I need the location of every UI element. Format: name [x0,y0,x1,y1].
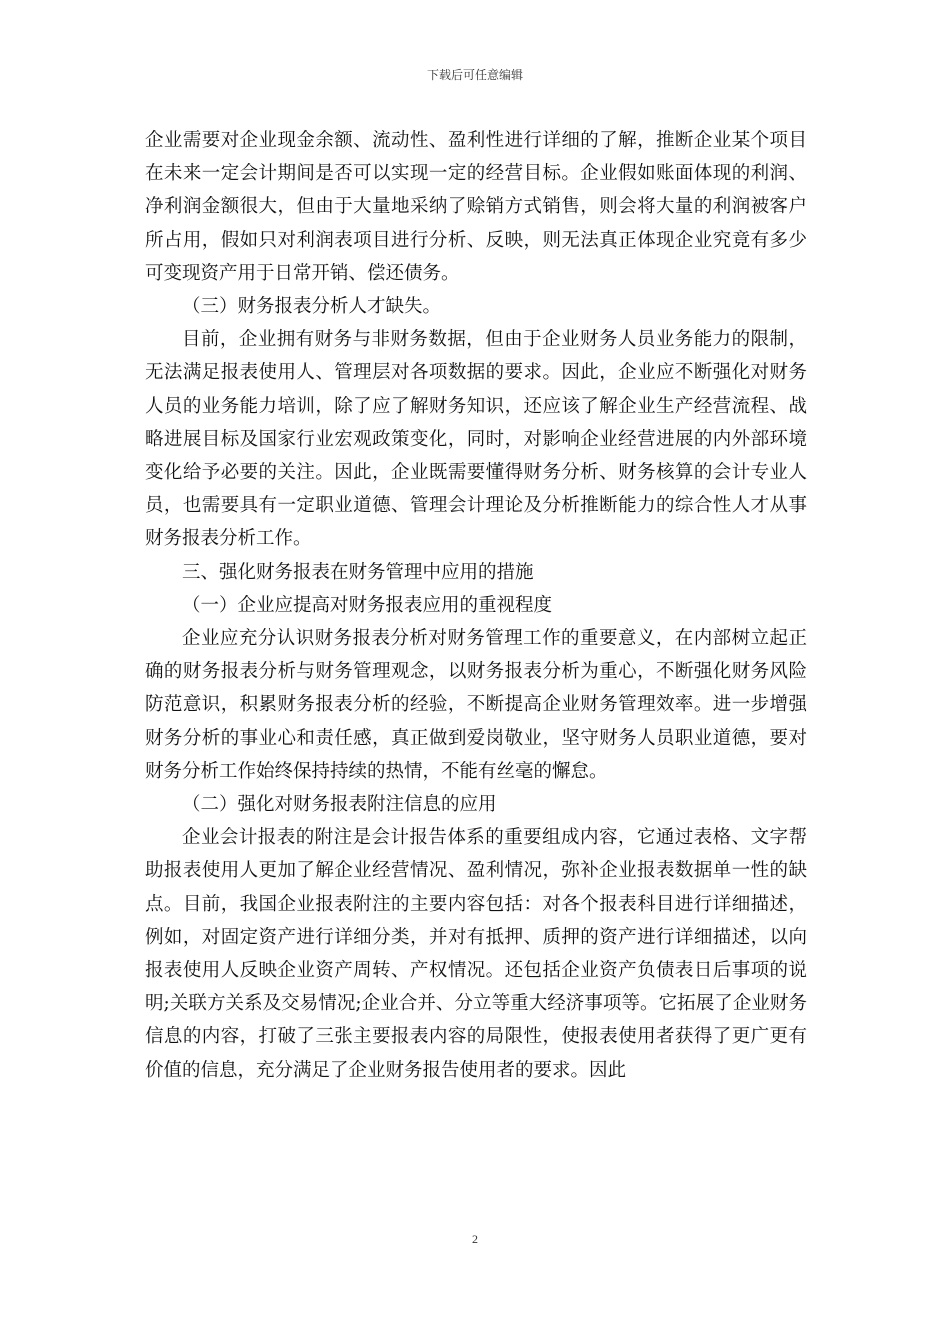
section-heading: （一）企业应提高对财务报表应用的重视程度 [182,594,553,616]
paragraph: 企业应充分认识财务报表分析对财务管理工作的重要意义，在内部树立起正确的财务报表分析与财务管理观念，以财务报表分析为重心，不断强化财务风险防范意识，积累财务报表分析的经验，不断提高企业财务管理效率。进一步增强财务分析的事业心和责任感，真正做到爱岗敬业，坚守财务人员职业道德，要对财务分析工作始终保持持续的热情，不能有丝毫的懈怠。 [145,628,807,782]
page-number: 2 [472,1232,478,1246]
paragraph: 企业需要对企业现金余额、流动性、盈利性进行详细的了解，推断企业某个项目在未来一定会计期间是否可以实现一定的经营目标。企业假如账面体现的利润、净利润金额很大，但由于大量地采纳了赊销方式销售，则会将大量的利润被客户所占用，假如只对利润表项目进行分析、反映，则无法真正体现企业究竟有多少可变现资产用于日常开销、偿还债务。 [145,130,807,284]
paragraph: 目前，企业拥有财务与非财务数据，但由于企业财务人员业务能力的限制，无法满足报表使用人、管理层对各项数据的要求。因此，企业应不断强化对财务人员的业务能力培训，除了应了解财务知识，还应该了解企业生产经营流程、战略进展目标及国家行业宏观政策变化，同时，对影响企业经营进展的内外部环境变化给予必要的关注。因此，企业既需要懂得财务分析、财务核算的会计专业人员，也需要具有一定职业道德、管理会计理论及分析推断能力的综合性人才从事财务报表分析工作。 [145,329,807,550]
document-body [145,124,807,1087]
section-heading: （三）财务报表分析人才缺失。 [182,296,442,318]
page-header: 下载后可任意编辑 [426,68,523,82]
paragraph: 企业会计报表的附注是会计报告体系的重要组成内容，它通过表格、文字帮助报表使用人更加了解企业经营情况、盈利情况，弥补企业报表数据单一性的缺点。目前，我国企业报表附注的主要内容包括：对各个报表科目进行详细描述，例如，对固定资产进行详细分类，并对有抵押、质押的资产进行详细描述，以向报表使用人反映企业资产周转、产权情况。还包括企业资产负债表日后事项的说明;关联方关系及交易情况;企业合并、分立等重大经济事项等。它拓展了企业财务信息的内容，打破了三张主要报表内容的局限性，使报表使用者获得了更广更有价值的信息，充分满足了企业财务报告使用者的要求。因此 [145,827,807,1081]
section-heading: 三、强化财务报表在财务管理中应用的措施 [182,561,534,583]
section-heading: （二）强化对财务报表附注信息的应用 [182,794,497,816]
